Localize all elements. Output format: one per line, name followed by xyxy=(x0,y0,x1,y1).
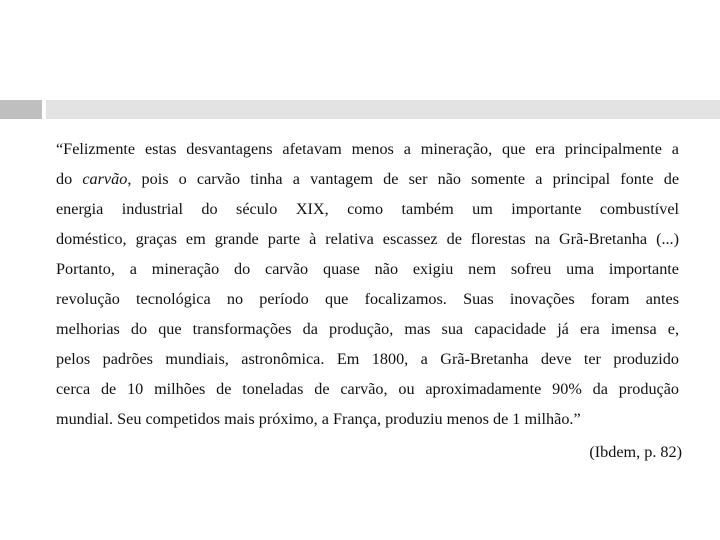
quote-line-2-start: do xyxy=(56,170,83,188)
quote-line-1: “Felizmente estas desvantagens afetavam menos a mineração, que era principalmente a xyxy=(56,140,679,158)
quote-line-8: pelos padrões mundiais, astronômica. Em 1800, a Grã-Bretanha deve ter produzido xyxy=(56,350,679,368)
quote-line-7: melhorias do que transformações da produção, mas sua capacidade já era imensa e, xyxy=(56,320,679,338)
quote-line-5: Portanto, a mineração do carvão quase não exigiu nem sofreu uma importante xyxy=(56,260,679,278)
quote-line-2-end: , pois o carvão tinha a vantagem de ser não somente a principal fonte de xyxy=(127,170,679,188)
quote-block xyxy=(56,134,679,434)
quote-line-3: energia industrial do século XIX, como também um importante combustível xyxy=(56,200,679,218)
quote-line-6: revolução tecnológica no período que focalizamos. Suas inovações foram antes xyxy=(56,290,679,308)
quote-line-2 xyxy=(56,164,679,194)
header-bar xyxy=(46,100,720,119)
quote-line-4: doméstico, graças em grande parte à relativa escassez de florestas na Grã-Bretanha (...) xyxy=(56,230,679,248)
quote-line-2-italic: carvão xyxy=(82,170,128,188)
quote-line-9: cerca de 10 milhões de toneladas de carvão, ou aproximadamente 90% da produção xyxy=(56,380,679,398)
citation: (Ibdem, p. 82) xyxy=(589,443,682,461)
header-bar-accent xyxy=(0,100,42,119)
quote-line-10: mundial. Seu competidos mais próximo, a França, produziu menos de 1 milhão.” xyxy=(56,410,581,428)
